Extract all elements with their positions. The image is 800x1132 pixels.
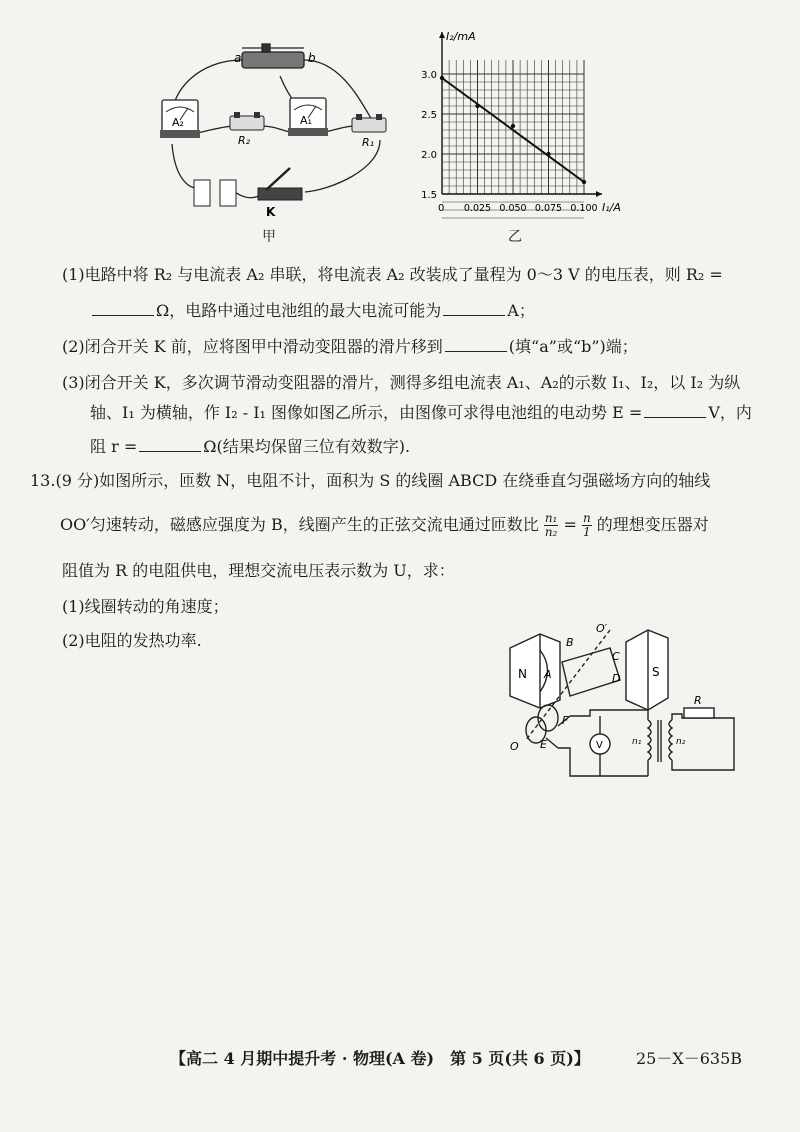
x-tick-label: 0.050: [499, 203, 527, 214]
resistor-r1: [352, 114, 386, 132]
q13-line2: OO′匀速转动，磁感应强度为 B，线圈产生的正弦交流电通过匝数比 $\frac{\text{n₁}}{\text{n₂}}$ = $\frac{n}{1}$ 的理想变压器对: [60, 511, 709, 539]
q12-part3-line2: 轴、I₁ 为横轴，作 I₂ - I₁ 图像如图乙所示，由图像可求得电池组的电动势 E = V，内: [90, 403, 752, 422]
q13-line3: 阻值为 R 的电阻供电，理想交流电压表示数为 U，求：: [62, 561, 455, 580]
label-r2: R₂: [238, 134, 251, 147]
label-r1: R₁: [362, 136, 375, 149]
y-axis-arrow: [439, 32, 445, 38]
figure-13-generator: [500, 620, 750, 790]
y-axis-label: I₂/mA: [446, 30, 476, 43]
label-n1: n₁: [632, 737, 642, 747]
data-point: [546, 152, 550, 156]
label-v: V: [596, 740, 603, 751]
label-a2: A₂: [172, 116, 184, 129]
label-a: A: [544, 668, 552, 681]
label-f: F: [562, 714, 569, 727]
footer-code: 25－X－635B: [636, 1049, 743, 1068]
label-n2: n₂: [676, 737, 686, 747]
battery-pack: [194, 180, 236, 206]
q12-part1-line2: Ω，电路中通过电池组的最大电流可能为 A；: [90, 300, 535, 322]
answer-blank-max-current[interactable]: [443, 301, 505, 316]
label-k: K: [266, 205, 276, 219]
q12-part3-line3: 阻 r = Ω(结果均保留三位有效数字).: [90, 437, 411, 456]
q13-line1: 13.(9 分)如图所示，匝数 N，电阻不计，面积为 S 的线圈 ABCD 在绕垂直匀强磁场方向的轴线: [30, 471, 711, 490]
label-a: a: [234, 51, 242, 65]
q12-part2: (2)闭合开关 K 前，应将图甲中滑动变阻器的滑片移到 (填“a”或“b”)端；: [62, 337, 638, 356]
label-e: E: [540, 738, 547, 751]
y-tick-label: 1.5: [421, 190, 437, 201]
x-tick-label: 0.100: [570, 203, 598, 214]
x-axis-arrow: [596, 191, 602, 197]
label-r: R: [694, 694, 702, 707]
y-tick-label: 2.5: [421, 110, 437, 121]
answer-blank-r2[interactable]: [92, 301, 154, 316]
y-tick-label: 2.0: [421, 150, 437, 161]
label-c: C: [612, 650, 620, 663]
caption-yi: 乙: [508, 229, 522, 245]
label-d: D: [612, 672, 621, 685]
x-axis-label: I₁/A: [602, 201, 621, 214]
y-tick-label: 3.0: [421, 70, 437, 81]
figure-yi-chart: [412, 26, 652, 222]
chart-ticks: [421, 70, 598, 214]
label-n: N: [518, 667, 527, 681]
label-b: b: [308, 51, 316, 65]
q13-sub2: (2)电阻的发热功率.: [62, 631, 202, 650]
data-point: [475, 104, 479, 108]
footer-exam-info: 【高二 4 月期中提升考 · 物理(A 卷) 第 5 页(共 6 页)】: [170, 1049, 590, 1068]
label-b: B: [566, 636, 574, 649]
q12-part3-line1: (3)闭合开关 K，多次调节滑动变阻器的滑片，测得多组电流表 A₁、A₂的示数 I₁、I₂，以 I₂ 为纵: [62, 373, 741, 392]
switch-k: [258, 168, 302, 200]
answer-blank-emf[interactable]: [644, 403, 706, 418]
data-point: [440, 76, 444, 80]
turns-ratio-value: $\frac{n}{1}$: [582, 511, 591, 539]
label-s: S: [652, 665, 660, 679]
origin-label: 0: [438, 203, 445, 214]
data-point: [511, 124, 515, 128]
x-tick-label: 0.025: [463, 203, 492, 214]
label-o-prime: O′: [596, 622, 608, 635]
q12-part1-line1: (1)电路中将 R₂ 与电流表 A₂ 串联，将电流表 A₂ 改装成了量程为 0～3 V 的电压表，则 R₂ =: [62, 265, 723, 284]
resistor-r2: [230, 112, 264, 130]
answer-blank-slider-end[interactable]: [445, 337, 507, 352]
figure-jia-circuit: [150, 40, 400, 230]
data-point: [582, 180, 586, 184]
label-o: O: [510, 740, 519, 753]
x-tick-label: 0.075: [534, 203, 563, 214]
caption-jia: 甲: [262, 229, 276, 245]
turns-ratio-fraction: $\frac{\text{n₁}}{\text{n₂}}$: [544, 511, 558, 539]
q13-sub1: (1)线圈转动的角速度；: [62, 597, 229, 616]
label-a1: A₁: [300, 114, 312, 127]
answer-blank-resistance[interactable]: [139, 437, 201, 452]
